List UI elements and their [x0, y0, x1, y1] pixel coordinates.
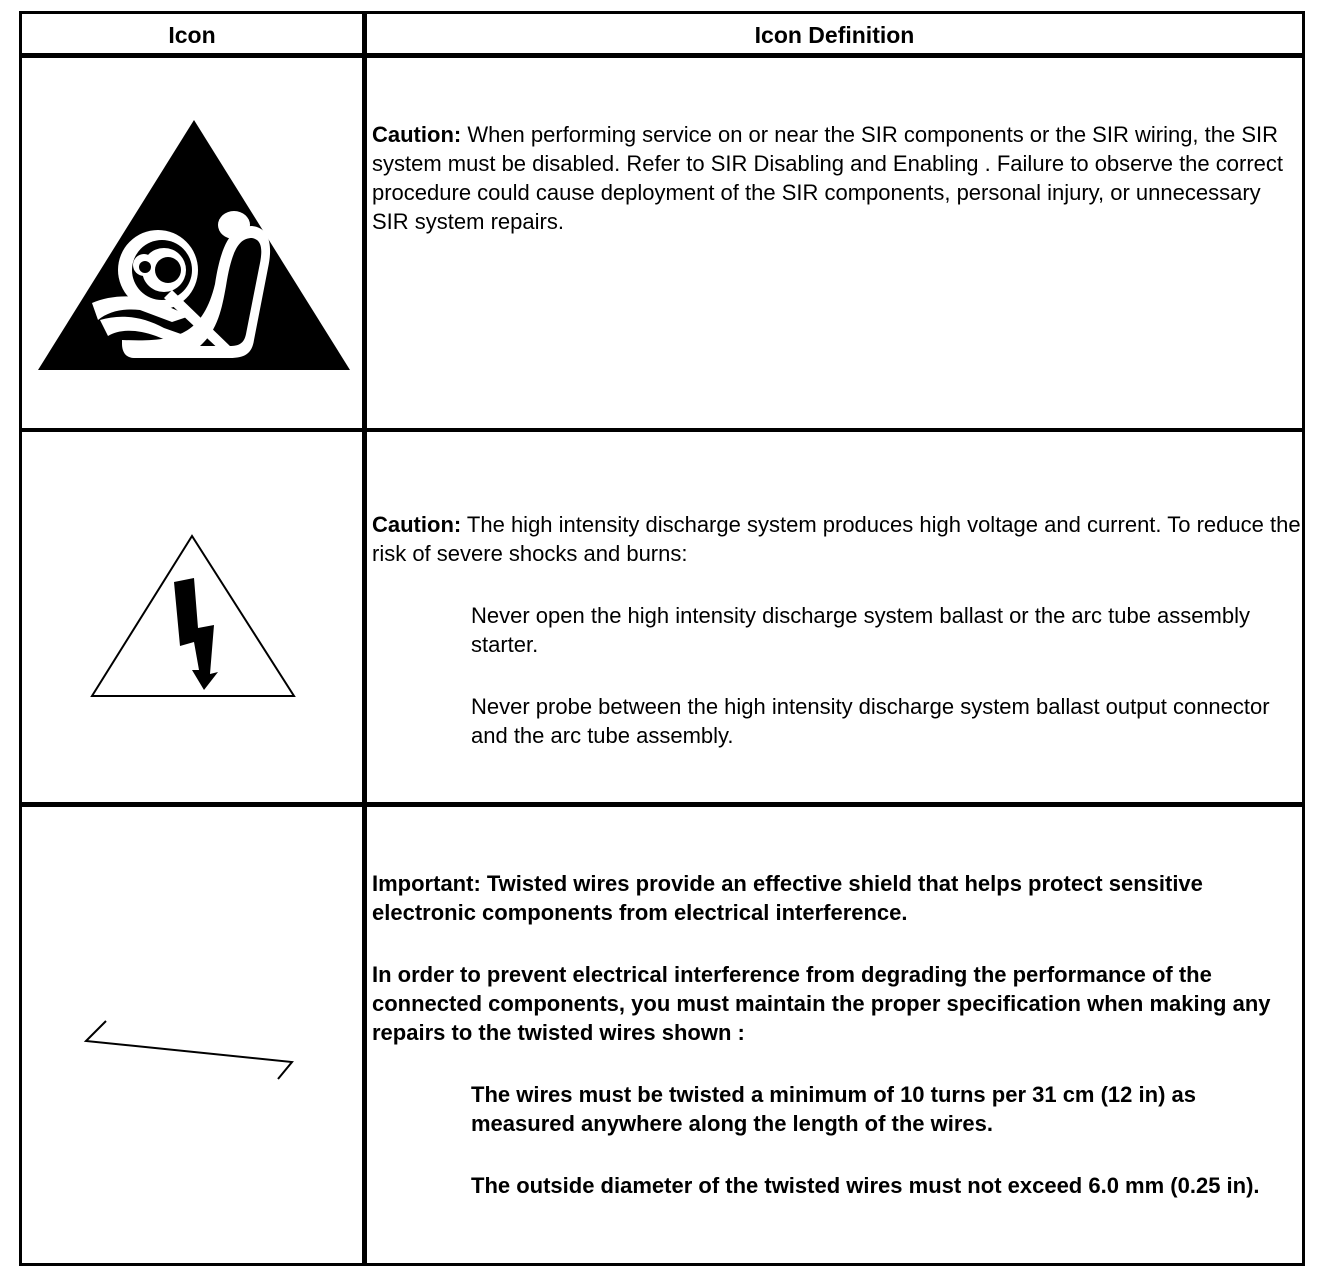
header-icon-definition: Icon Definition	[754, 21, 915, 48]
caution-label: Caution:	[372, 512, 462, 537]
caution-label: Caution:	[372, 122, 462, 147]
table-row-definition-cell	[372, 510, 1302, 750]
icon-definition-table	[19, 11, 1305, 1266]
header-icon: Icon	[168, 21, 216, 48]
list-item: Never open the high intensity discharge system ballast or the arc tube assembly starter.	[471, 603, 1250, 657]
twisted-wires-icon	[22, 807, 362, 1263]
list-item: The outside diameter of the twisted wires must not exceed 6.0 mm (0.25 in).	[471, 1173, 1260, 1198]
important-text: Important: Twisted wires provide an effective shield that helps protect sensitive electronic components from electrical interference.	[372, 871, 1203, 925]
caution-sir-text: Caution: When performing service on or near the SIR components or the SIR wiring, the SIR system must be disabled. Refer to SIR Disabling and Enabling . Failure to observe the correct procedure could cause deployment of the SIR components, personal injury, or unnecessary SIR system repairs.	[372, 122, 1284, 234]
table-row-icon-cell	[22, 432, 365, 802]
high-voltage-warning-icon	[22, 432, 362, 802]
table-row-icon-cell	[22, 58, 365, 428]
airbag-sir-warning-icon	[22, 58, 362, 428]
table-row-definition-cell	[372, 869, 1302, 1200]
table-row-icon-cell	[22, 807, 365, 1263]
paragraph: In order to prevent electrical interference from degrading the performance of the connected components, you must maintain the proper specification when making any repairs to the twisted wires shown :	[372, 962, 1271, 1045]
table-row-definition-cell	[372, 120, 1302, 236]
list-item: Never probe between the high intensity discharge system ballast output connector and the arc tube assembly.	[471, 694, 1270, 748]
list-item: The wires must be twisted a minimum of 10 turns per 31 cm (12 in) as measured anywhere along the length of the wires.	[471, 1082, 1196, 1136]
caution-hid-text: Caution: The high intensity discharge system produces high voltage and current. To reduce the risk of severe shocks and burns:	[372, 512, 1301, 566]
